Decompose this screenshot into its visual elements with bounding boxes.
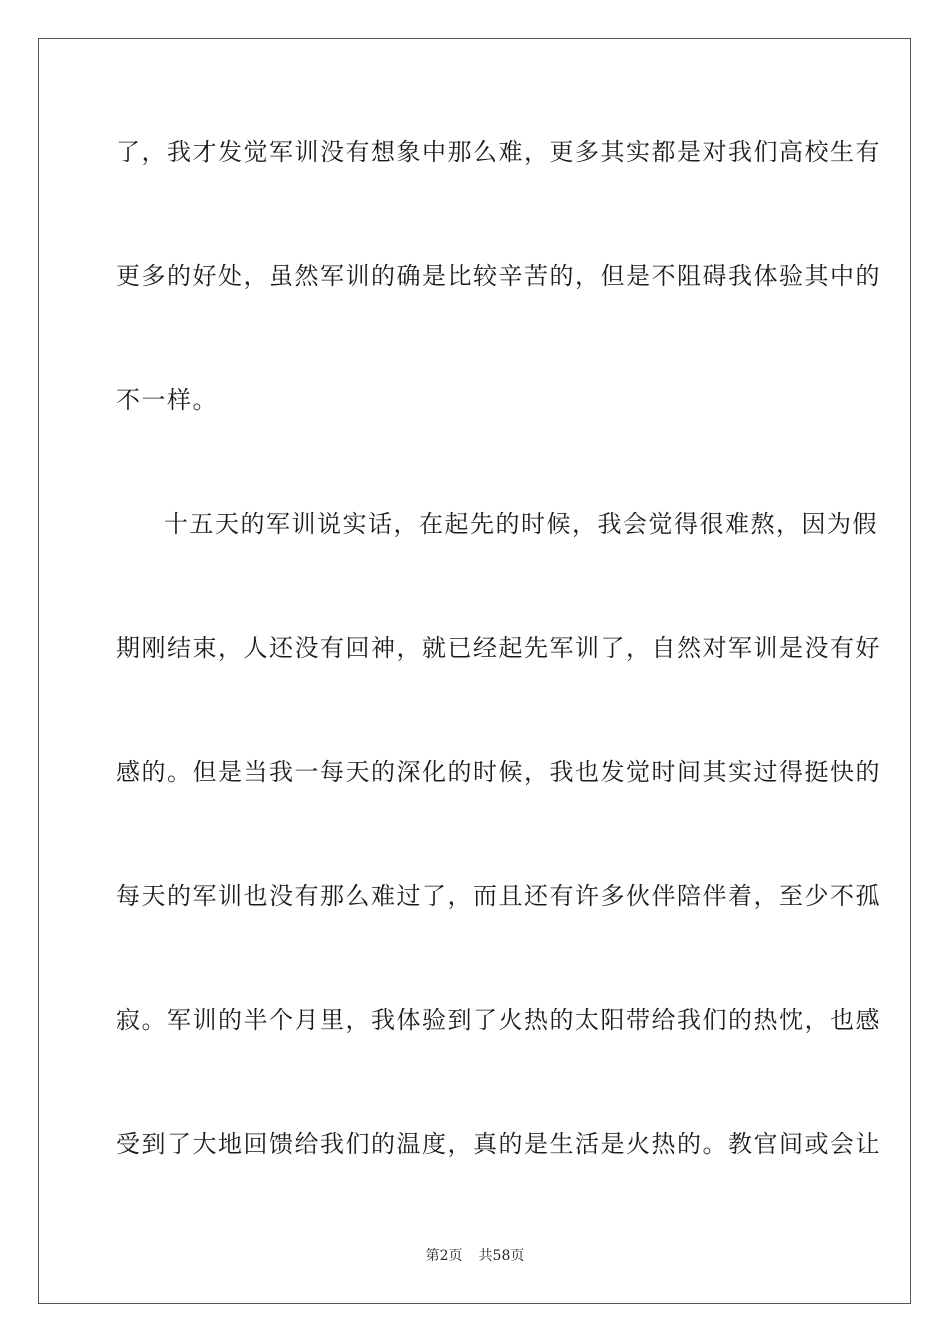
page-border bbox=[38, 38, 911, 1304]
current-page-number: 第2页 bbox=[425, 1248, 463, 1264]
body-text-line-3: 不一样。 bbox=[116, 386, 218, 414]
body-text-line-2: 更多的好处，虽然军训的确是比较辛苦的，但是不阻碍我体验其中的 bbox=[116, 262, 881, 290]
body-text-line-1: 了，我才发觉军训没有想象中那么难，更多其实都是对我们高校生有 bbox=[116, 138, 881, 166]
total-page-count: 共58页 bbox=[478, 1248, 525, 1264]
body-text-line-5: 期刚结束，人还没有回神，就已经起先军训了，自然对军训是没有好 bbox=[116, 634, 881, 662]
page-footer bbox=[0, 1246, 950, 1266]
body-text-line-7: 每天的军训也没有那么难过了，而且还有许多伙伴陪伴着，至少不孤 bbox=[116, 882, 881, 910]
body-text-line-6: 感的。但是当我一每天的深化的时候，我也发觉时间其实过得挺快的 bbox=[116, 758, 881, 786]
body-text-line-4: 十五天的军训说实话，在起先的时候，我会觉得很难熬，因为假 bbox=[164, 510, 878, 538]
body-text-line-8: 寂。军训的半个月里，我体验到了火热的太阳带给我们的热忱，也感 bbox=[116, 1006, 881, 1034]
body-text-line-9: 受到了大地回馈给我们的温度，真的是生活是火热的。教官间或会让 bbox=[116, 1130, 881, 1158]
